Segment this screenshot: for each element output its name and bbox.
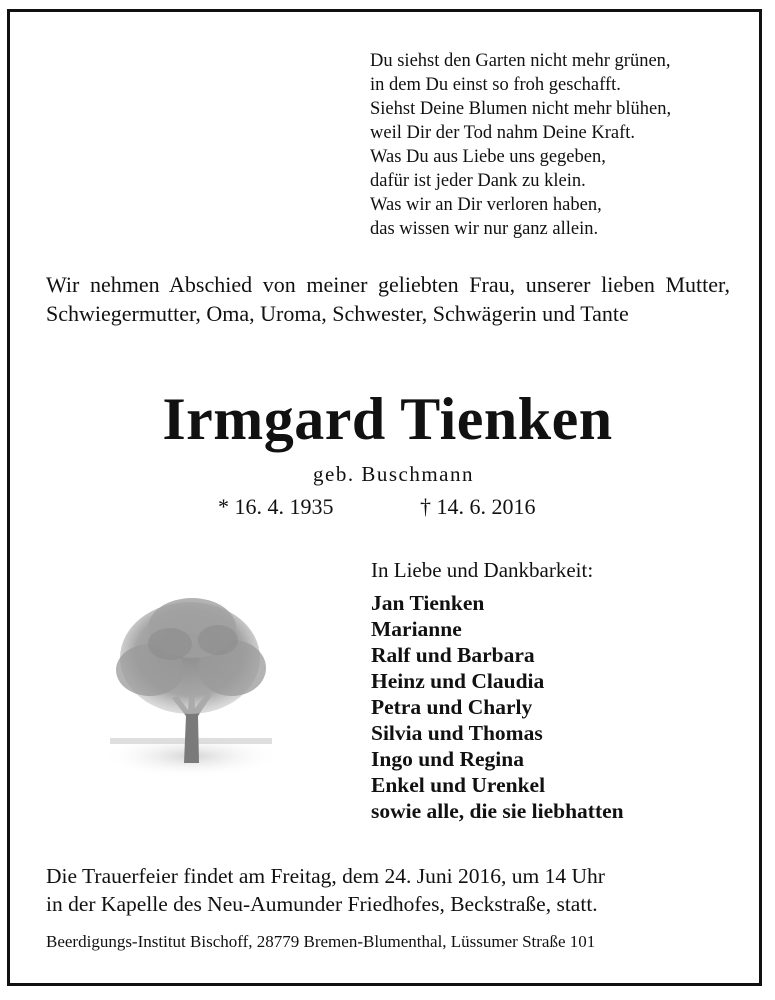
thanks-heading: In Liebe und Dankbarkeit:: [371, 558, 594, 582]
mourner-name: Silvia und Thomas: [371, 721, 543, 745]
poem-line: Du siehst den Garten nicht mehr grünen,: [370, 51, 671, 71]
mourner-name: sowie alle, die sie liebhatten: [371, 799, 624, 823]
farewell-intro: Wir nehmen Abschied von meiner geliebten Frau, unserer lieben Mutter, Schwiegermutter, Oma, Uroma, Schwester, Schwägerin und Tante: [46, 272, 730, 326]
mourner-name: Marianne: [371, 617, 462, 641]
poem-line: Was Du aus Liebe uns gegeben,: [370, 147, 606, 167]
mourners-list: [371, 590, 624, 824]
birth-date: * 16. 4. 1935: [218, 494, 334, 519]
service-info: [46, 862, 605, 918]
mourner-name: Heinz und Claudia: [371, 669, 545, 693]
mourner-name: Jan Tienken: [371, 591, 485, 615]
mourner-name: Ralf und Barbara: [371, 643, 535, 667]
poem-line: Siehst Deine Blumen nicht mehr blühen,: [370, 99, 672, 119]
poem-line: weil Dir der Tod nahm Deine Kraft.: [370, 123, 635, 143]
funeral-home-footer: Beerdigungs-Institut Bischoff, 28779 Bremen-Blumenthal, Lüssumer Straße 101: [46, 932, 596, 951]
poem-line: dafür ist jeder Dank zu klein.: [370, 171, 586, 191]
deceased-name: Irmgard Tienken: [162, 386, 613, 452]
mourner-name: Enkel und Urenkel: [371, 773, 546, 797]
poem-line: das wissen wir nur ganz allein.: [370, 219, 599, 239]
poem: [370, 49, 671, 241]
maiden-name: geb. Buschmann: [313, 462, 474, 486]
service-line: Die Trauerfeier findet am Freitag, dem 24. Juni 2016, um 14 Uhr: [46, 864, 605, 888]
poem-line: in dem Du einst so froh geschafft.: [370, 75, 621, 95]
tree-icon: [100, 588, 282, 780]
mourner-name: Ingo und Regina: [371, 747, 524, 771]
death-date: † 14. 6. 2016: [420, 494, 536, 519]
poem-line: Was wir an Dir verloren haben,: [370, 195, 602, 215]
service-line: in der Kapelle des Neu-Aumunder Friedhofes, Beckstraße, statt.: [46, 892, 598, 916]
mourner-name: Petra und Charly: [371, 695, 533, 719]
